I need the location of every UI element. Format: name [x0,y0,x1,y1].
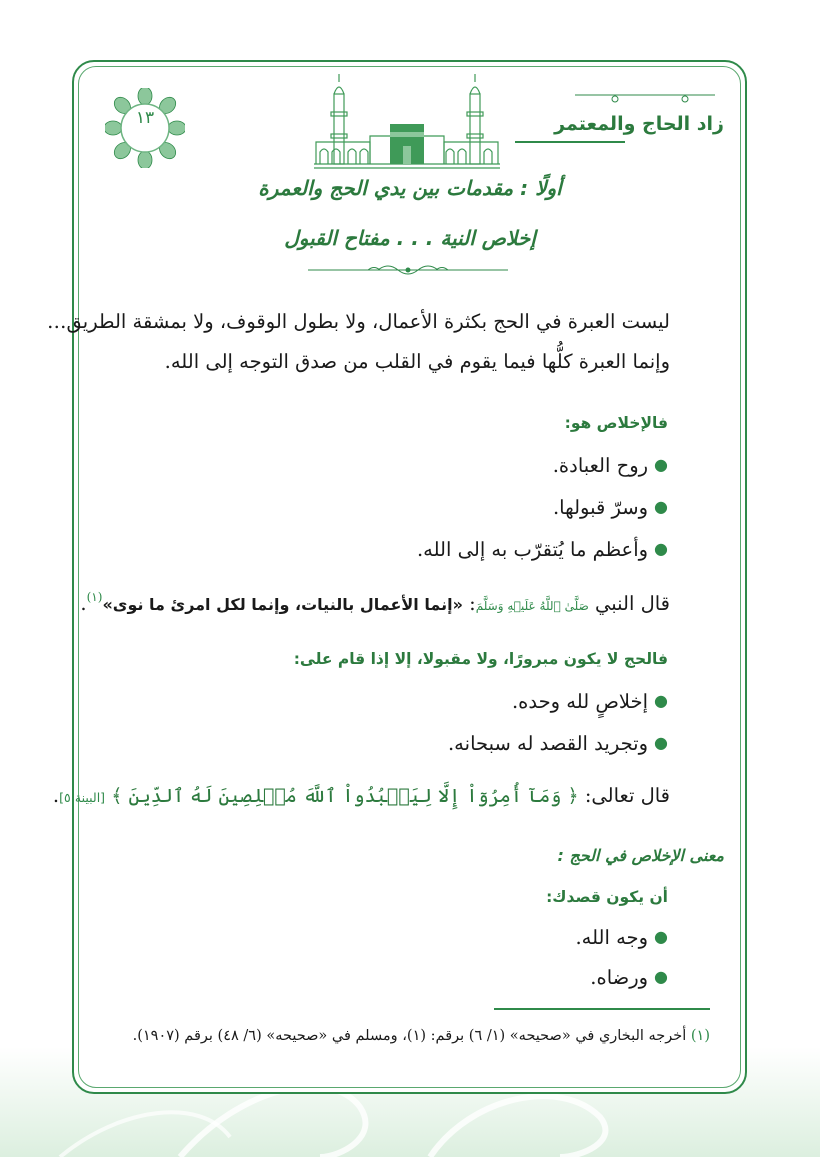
footnote-reference[interactable]: (١) [86,590,103,604]
hadith-prefix: قال النبي [594,592,670,615]
bullet-dot-icon: ● [654,691,668,710]
footnote-separator [494,1008,710,1010]
list-item: ●إخلاصٍ لله وحده. [511,690,668,713]
list-item: ●روح العبادة. [552,454,668,477]
bullet-dot-icon: ● [654,967,668,986]
section-title: أولًا : مقدمات بين يدي الحج والعمرة [258,176,562,200]
list-item: ●ورضاه. [590,966,668,989]
ayah-prefix: قال تعالى: [584,784,670,807]
list-item: ●وجه الله. [575,926,668,949]
kaaba-mosque-icon [310,72,504,170]
section-subtitle: إخلاص النية . . . مفتاح القبول [284,226,536,250]
honorific-phrase: صَلَّىٰ ٱللَّهُ عَلَيۡهِ وَسَلَّمَ [475,599,589,613]
intro-line-2: وإنما العبرة كلُّها فيما يقوم في القلب من صدق التوجه إلى الله. [164,350,670,373]
hadith-text: «إنما الأعمال بالنيات، وإنما لكل امرئ ما نوى» [102,595,463,614]
footnote-text: أخرجه البخاري في «صحيحه» (١/ ٦) برقم: (١)، ومسلم في «صحيحه» (٦/ ٤٨) برقم (١٩٠٧). [132,1028,687,1044]
bullet-dot-icon: ● [654,539,668,558]
ayah-text: ﴿ وَمَآ أُمِرُوٓاْ إِلَّا لِيَعۡبُدُواْ ٱللَّهَ مُخۡلِصِينَ لَهُ ٱلدِّينَ ﴾ [111,785,579,807]
page-number: ١٣ [135,108,155,128]
bullet-dot-icon: ● [654,927,668,946]
hadith-line: قال النبي صَلَّىٰ ٱللَّهُ عَلَيۡهِ وَسَلَّمَ: «إنما الأعمال بالنيات، وإنما لكل امرئ ما نوى»$^{(١)}$. [80,590,670,615]
intro-line-1: ليست العبرة في الحج بكثرة الأعمال، ولا بطول الوقوف، ولا بمشقة الطريق… [47,310,670,333]
list-item: ●وأعظم ما يُتقرّب به إلى الله. [416,538,668,561]
list-item: ●وسرّ قبولها. [552,496,668,519]
page-number-rosette-icon [105,88,185,168]
book-title: زاد الحاج والمعتمر [554,113,724,135]
hajj-conditions-heading: فالحج لا يكون مبرورًا، ولا مقبولا، إلا إذا قام على: [293,650,668,668]
surah-reference: [البينة:٥] [59,790,106,805]
list-item: ●وتجريد القصد له سبحانه. [447,732,668,755]
bullet-dot-icon: ● [654,497,668,516]
ayah-line: قال تعالى: ﴿ وَمَآ أُمِرُوٓاْ إِلَّا لِيَعۡبُدُواْ ٱللَّهَ مُخۡلِصِينَ لَهُ ٱلدِّينَ ﴾ [البينة:٥]. [52,784,670,807]
footnote [108,1024,710,1048]
footnote-number: (١) [690,1028,710,1044]
bullet-dot-icon: ● [654,455,668,474]
meaning-subheading: أن يكون قصدك: [546,888,668,906]
meaning-heading: معنى الإخلاص في الحج : [557,846,724,865]
ornamental-divider-icon [308,262,508,278]
ikhlas-heading: فالإخلاص هو: [564,414,668,432]
bullet-dot-icon: ● [654,733,668,752]
